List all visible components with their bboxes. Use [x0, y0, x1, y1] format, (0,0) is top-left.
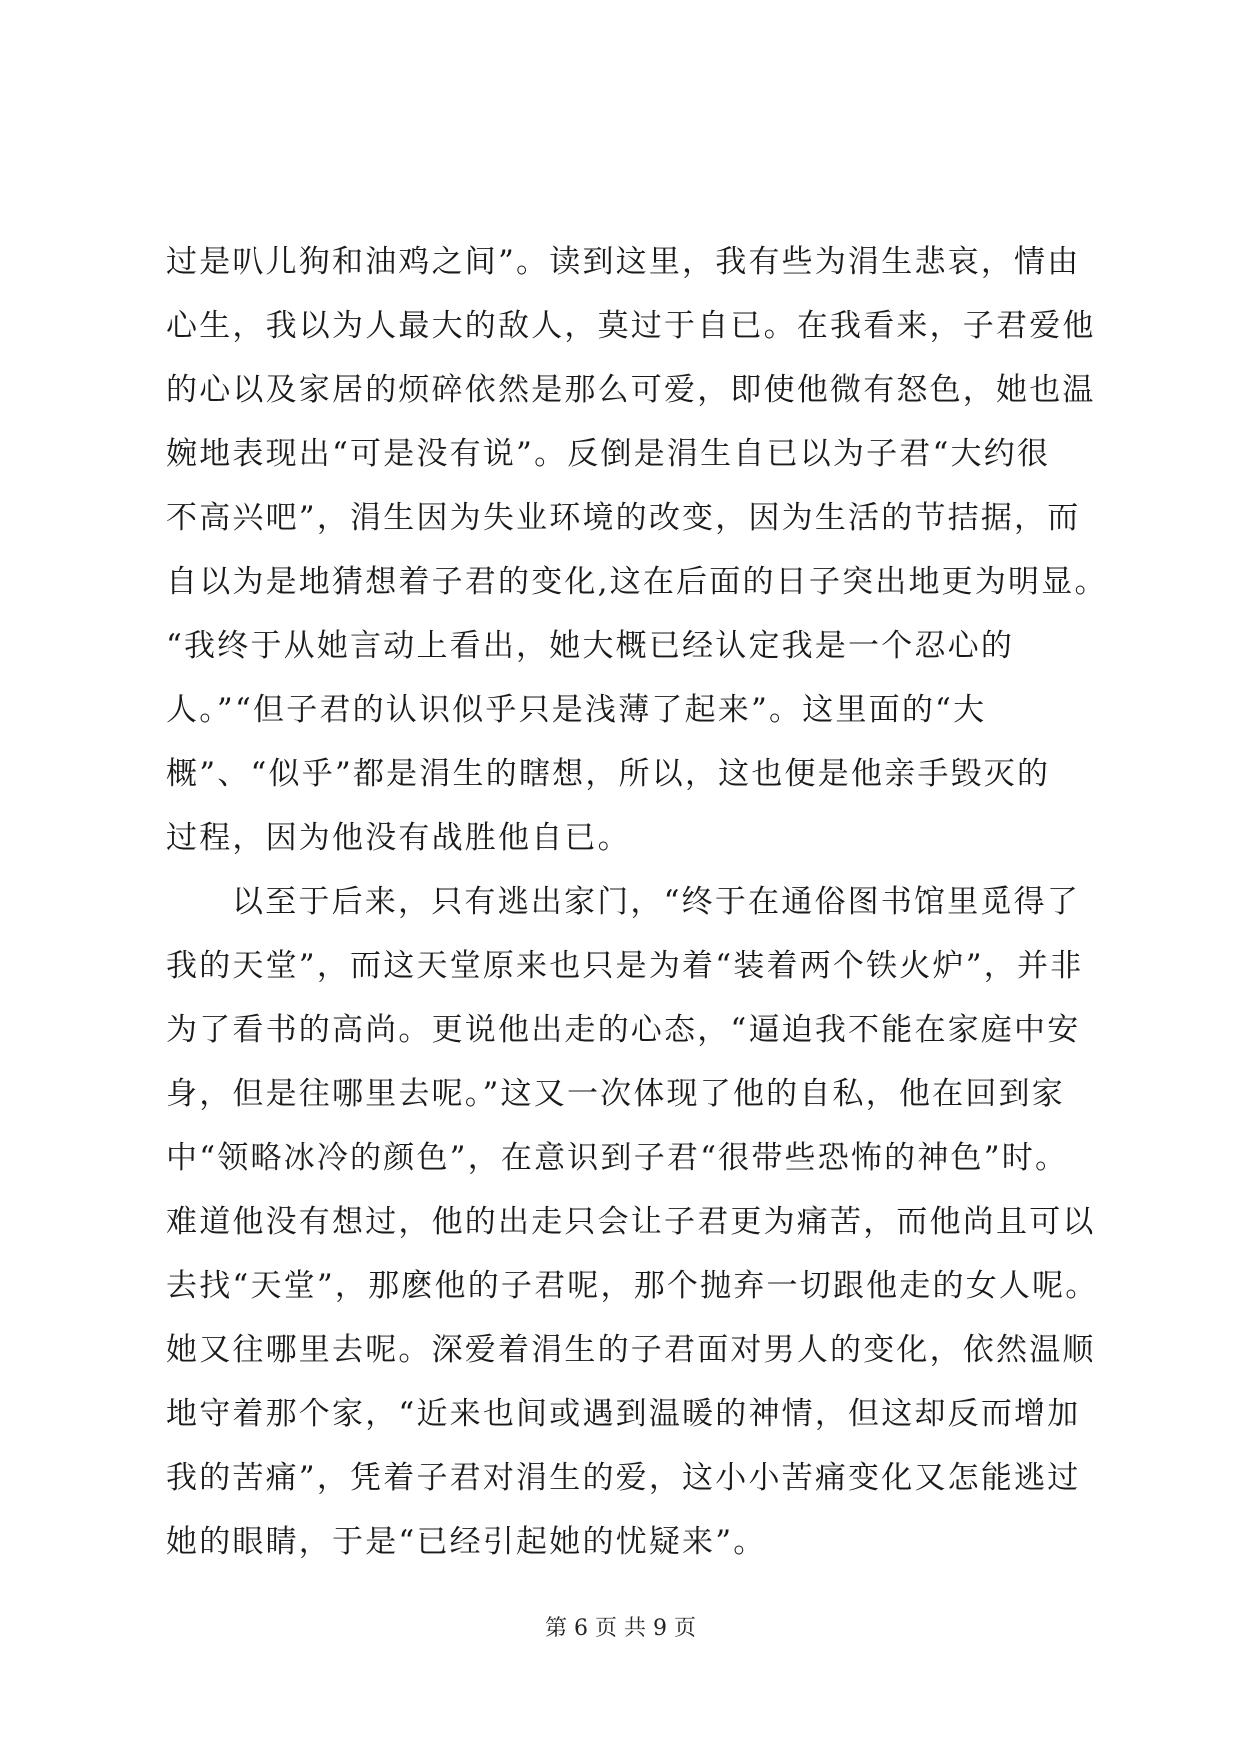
paragraph-2 [166, 870, 1099, 1574]
text-line: 不高兴吧”，涓生因为失业环境的改变，因为生活的节拮据，而 [166, 500, 1081, 536]
text-line: 以至于后来，只有逃出家门，“终于在通俗图书馆里觅得了 [232, 884, 1081, 920]
text-line: 过程，因为他没有战胜他自已。 [166, 820, 631, 856]
body-text [166, 230, 1108, 1574]
text-line: 我的天堂”，而这天堂原来也只是为着“装着两个铁火炉”，并非 [166, 948, 1084, 984]
text-line: 她的眼睛，于是“已经引起她的忧疑来”。 [166, 1524, 767, 1560]
page-number-footer: 第 6 页 共 9 页 [545, 1616, 696, 1641]
text-line: “我终于从她言动上看出，她大概已经认定我是一个忍心的 [166, 628, 1015, 664]
text-line: 中“领略冰冷的颜色”，在意识到子君“很带些恐怖的神色”时。 [166, 1140, 1069, 1176]
text-line: 去找“天堂”，那麽他的子君呢，那个抛弃一切跟他走的女人呢。 [166, 1268, 1099, 1304]
text-line: 她又往哪里去呢。深爱着涓生的子君面对男人的变化，依然温顺 [166, 1332, 1096, 1368]
text-line: 过是叭儿狗和油鸡之间”。读到这里，我有些为涓生悲哀，情由 [166, 244, 1081, 280]
text-line: 自以为是地猜想着子君的变化,这在后面的日子突出地更为明显。 [166, 564, 1108, 600]
text-line: 地守着那个家，“近来也间或遇到温暖的神情，但这却反而增加 [166, 1396, 1081, 1432]
text-line: 为了看书的高尚。更说他出走的心态，“逼迫我不能在家庭中安 [166, 1012, 1081, 1048]
text-line: 身，但是往哪里去呢。”这又一次体现了他的自私，他在回到家 [166, 1076, 1065, 1112]
text-line: 概”、“似乎”都是涓生的瞎想，所以，这也便是他亲手毁灭的 [166, 756, 1051, 792]
text-line: 心生，我以为人最大的敌人，莫过于自已。在我看来，子君爱他 [166, 308, 1096, 344]
text-line: 婉地表现出“可是没有说”。反倒是涓生自已以为子君“大约很 [166, 436, 1051, 472]
paragraph-1 [166, 230, 1108, 870]
text-line: 难道他没有想过，他的出走只会让子君更为痛苦，而他尚且可以 [166, 1204, 1096, 1240]
text-line: 人。”“但子君的认识似乎只是浅薄了起来”。这里面的“大 [166, 692, 987, 728]
text-line: 的心以及家居的烦碎依然是那么可爱，即使他微有怒色，她也温 [166, 372, 1096, 408]
text-line: 我的苦痛”，凭着子君对涓生的爱，这小小苦痛变化又怎能逃过 [166, 1460, 1081, 1496]
